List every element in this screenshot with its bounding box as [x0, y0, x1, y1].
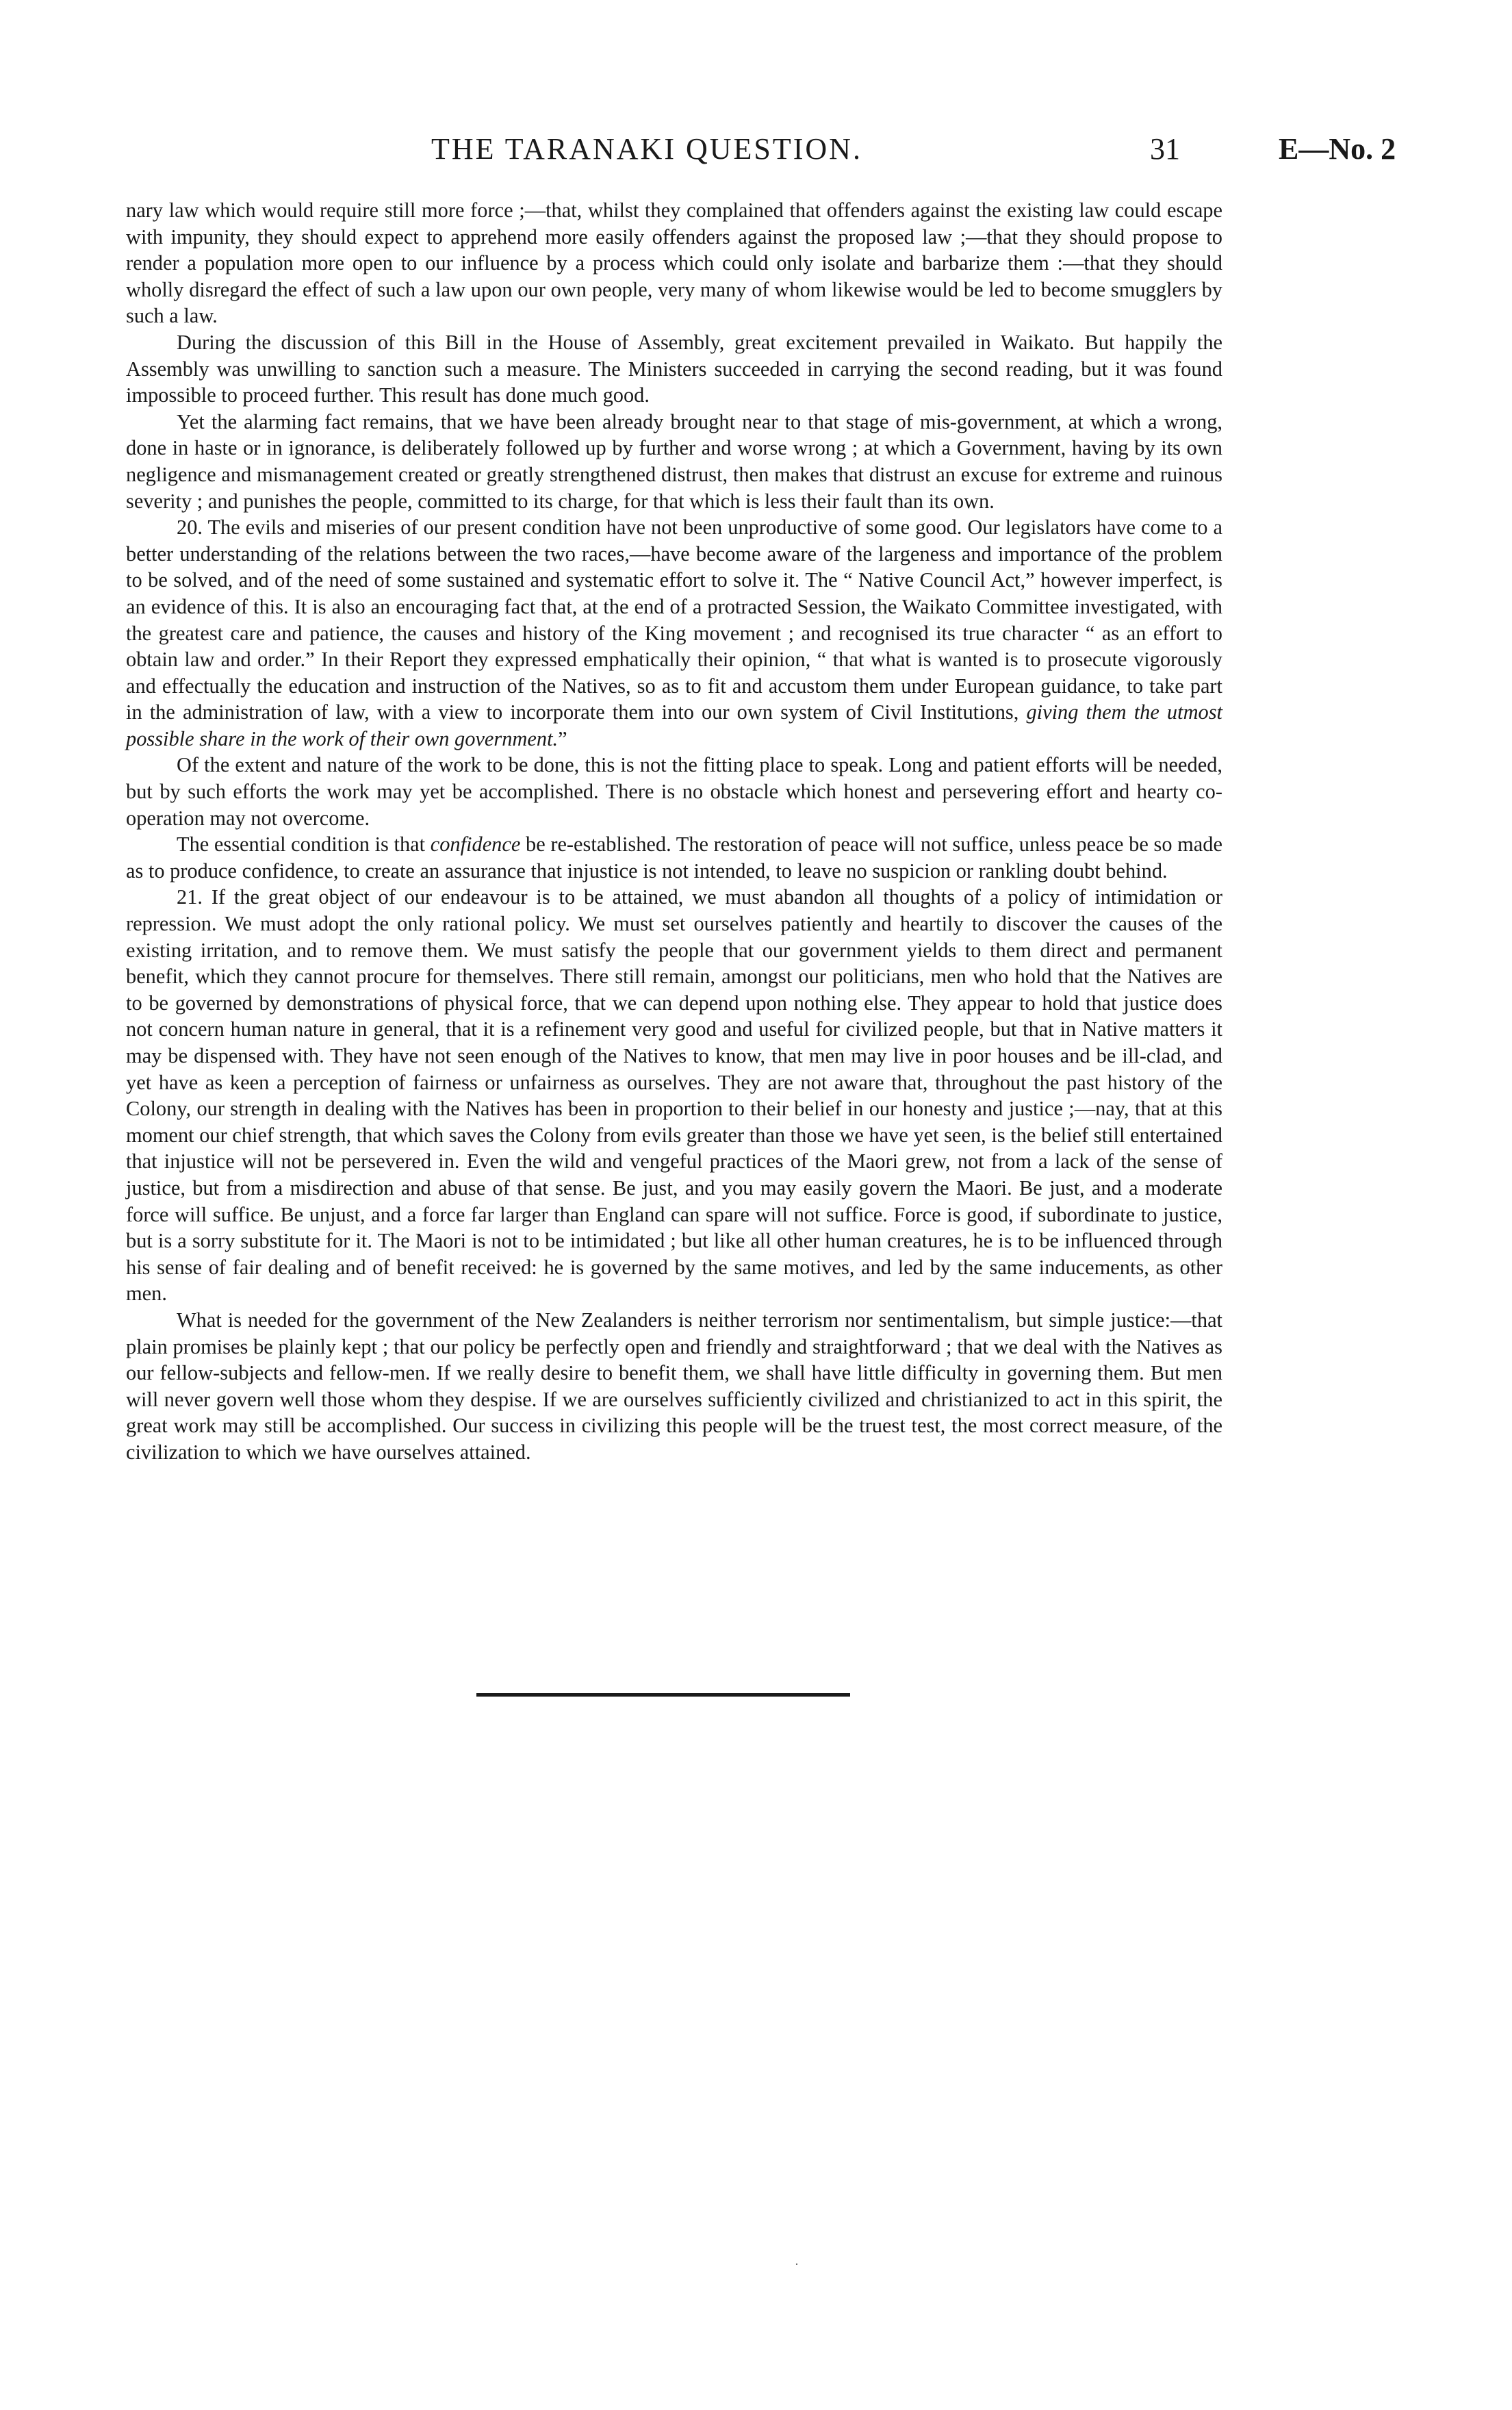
- paragraph: Of the extent and nature of the work to be done, this is not the fitting place to speak. Long and patient efforts will be needed, but by such efforts the work may yet be accomplished. There is no obstacle which honest and persevering effort and hearty co-operation may not overcome.: [126, 753, 1222, 830]
- page-header: [130, 131, 1431, 173]
- running-title: THE TARANAKI QUESTION.: [431, 132, 862, 166]
- paragraph-20: [126, 514, 1222, 752]
- page-number: 31: [1150, 132, 1180, 166]
- paragraph: During the discussion of this Bill in the House of Assembly, great excitement prevailed in Waikato. But happily the Assembly was unwilling to sanction such a measure. The Ministers succeeded in carrying the second reading, but it was found impossible to proceed further. This result has done much good.: [126, 330, 1222, 407]
- paragraph-text: be re-established. The restoration of peace will not suffice, unless peace be so made as to produce confidence, to create an assurance that injustice is not intended, to leave no suspicion or rankling doubt behind.: [126, 833, 1222, 883]
- italic-quote: giving them the utmost possible share in the work of their own government.: [126, 700, 1222, 750]
- paragraph: [126, 831, 1222, 884]
- body-text: [126, 197, 1222, 1466]
- italic-word: confidence: [430, 833, 521, 857]
- paragraph-lead: The essential condition is that: [177, 833, 426, 857]
- paragraph-21: 21. If the great object of our endeavour is to be attained, we must abandon all thoughts of a policy of intimidation or repression. We must adopt the only rational policy. We must set ourselves patiently and heartily to discover the causes of the existing irritation, and to remove them. We must satisfy the people that our government yields to them direct and permanent benefit, which they cannot procure for themselves. There still remain, amongst our politicians, men who hold that the Natives are to be governed by demonstrations of physical force, that we can depend upon nothing else. They appear to hold that justice does not concern human nature in general, that it is a refinement very good and useful for civilized people, but that in Native matters it may be dispensed with. They have not seen enough of the Natives to know, that men may live in poor houses and be ill-clad, and yet have as keen a perception of fairness or unfairness as ourselves. They are not aware that, throughout the past history of the Colony, our strength in dealing with the Natives has been in proportion to their belief in our honesty and justice ;—nay, that at this moment our chief strength, that which saves the Colony from evils greater than those we have yet seen, is the belief still entertained that injustice will not be persevered in. Even the wild and vengeful practices of the Maori grew, not from a lack of the sense of justice, but from a misdirection and abuse of that sense. Be just, and you may easily govern the Maori. Be just, and a moderate force will suffice. Be unjust, and a force far larger than England can spare will not suffice. Force is good, if subordinate to justice, but is a sorry substitute for it. The Maori is not to be intimidated ; but like all other human creatures, he is to be influenced through his sense of fair dealing and of benefit received: he is governed by the same motives, and led by the same inducements, as other men.: [126, 885, 1222, 1306]
- print-speck: ·: [795, 2257, 799, 2271]
- paragraph-text: 20. The evils and miseries of our present condition have not been unproductive of some good. Our legislators have come to a better understanding of the relations between the two races,—have become aware of the largeness and importance of the problem to be solved, and of the need of some sustained and systematic effort to solve it. The “ Native Council Act,” however imperfect, is an evidence of this. It is also an encouraging fact that, at the end of a protracted Session, the Waikato Committee investigated, with the greatest care and patience, the causes and history of the King movement ; and recognised its true character “ as an effort to obtain law and order.” In their Report they expressed emphatically their opinion, “ that what is wanted is to prosecute vigorously and effectually the education and instruction of the Natives, so as to fit and accustom them under European guidance, to take part in the administration of law, with a view to incorporate them into our own system of Civil Institutions,: [126, 516, 1222, 724]
- document-reference: E—No. 2: [1279, 132, 1396, 166]
- section-end-rule: [476, 1693, 850, 1697]
- paragraph: Yet the alarming fact remains, that we have been already brought near to that stage of mis-government, at which a wrong, done in haste or in ignorance, is deliberately followed up by further and worse wrong ; at which a Government, having by its own negligence and mismanagement created or greatly strengthened distrust, then makes that distrust an excuse for extreme and ruinous severity ; and punishes the people, committed to its charge, for that which is less their fault than its own.: [126, 409, 1222, 513]
- paragraph: What is needed for the government of the New Zealanders is neither terrorism nor sentimentalism, but simple justice:—that plain promises be plainly kept ; that our policy be perfectly open and friendly and straightforward ; that we deal with the Natives as our fellow-subjects and fellow-men. If we really desire to benefit them, we shall have little difficulty in governing them. But men will never govern well those whom they despise. If we are ourselves sufficiently civilized and christianized to act in this spirit, the great work may still be accomplished. Our success in civilizing this people will be the truest test, the most correct measure, of the civilization to which we have ourselves attained.: [126, 1308, 1222, 1464]
- paragraph: nary law which would require still more force ;—that, whilst they complained that offenders against the existing law could escape with impunity, they should expect to apprehend more easily offenders against the proposed law ;—that they should propose to render a population more open to our influence by a process which could only isolate and barbarize them :—that they should wholly disregard the effect of such a law upon our own people, very many of whom likewise would be led to become smugglers by such a law.: [126, 199, 1222, 328]
- closing-quote: ”: [558, 726, 567, 750]
